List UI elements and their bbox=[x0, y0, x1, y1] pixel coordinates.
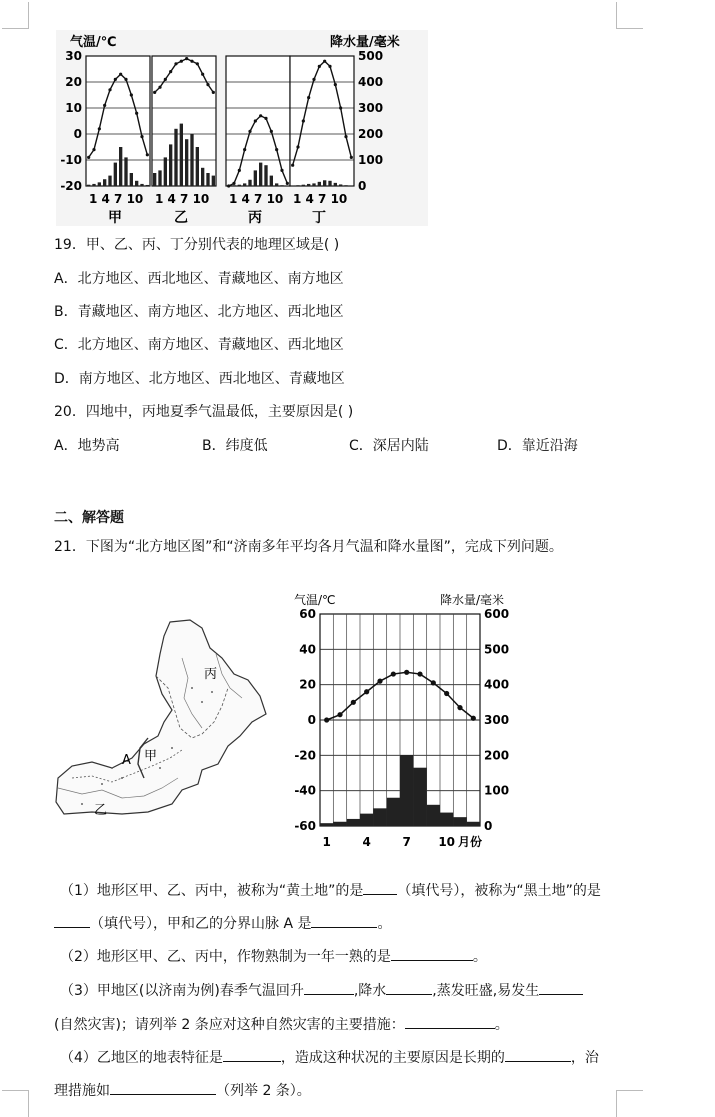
fig1-precip-tick: 300 bbox=[358, 101, 384, 115]
fig1-precip-bar bbox=[307, 184, 310, 186]
fig1-precip-bar bbox=[270, 176, 273, 186]
precipitation-bar bbox=[467, 822, 480, 826]
climate-charts-svg bbox=[56, 30, 428, 226]
q20-option-c[interactable]: C．深居内陆 bbox=[349, 438, 429, 454]
fig1-panel bbox=[290, 56, 354, 226]
fig1-temp-tick: 0 bbox=[73, 127, 82, 141]
fig1-temp-point bbox=[103, 104, 106, 107]
q20-option-b[interactable]: B．纬度低 bbox=[202, 438, 268, 454]
answer-blank[interactable] bbox=[311, 915, 377, 928]
map-label-jia: 甲 bbox=[144, 749, 158, 764]
precipitation-bar bbox=[400, 755, 413, 826]
fig1-temp-tick: 10 bbox=[65, 101, 82, 115]
precipitation-bar bbox=[427, 805, 440, 826]
jinan-precip-tick: 300 bbox=[484, 713, 510, 727]
fig1-precip-bar bbox=[318, 182, 321, 186]
fig1-temp-point bbox=[312, 78, 315, 81]
fig1-temp-point bbox=[334, 83, 337, 86]
fig1-temp-point bbox=[180, 60, 183, 63]
jinan-precip-tick: 0 bbox=[484, 819, 493, 833]
sub-question-2: （2）地形区甲、乙、丙中，作物熟制为一年一熟的是 。 bbox=[60, 949, 487, 965]
temperature-point bbox=[324, 717, 329, 722]
fig1-precip-bar bbox=[158, 170, 161, 186]
fig1-precip-tick: 400 bbox=[358, 75, 384, 89]
fig1-precip-bar bbox=[174, 129, 177, 186]
fig1-precip-bar bbox=[146, 185, 149, 186]
jinan-x-axis-label: 月份 bbox=[458, 835, 483, 849]
fig1-temp-point bbox=[344, 135, 347, 138]
fig1-precip-bar bbox=[302, 185, 305, 186]
fig1-temp-point bbox=[98, 127, 101, 130]
fig1-precip-tick: 200 bbox=[358, 127, 384, 141]
fig1-precip-bar bbox=[103, 179, 106, 186]
precipitation-bar bbox=[333, 822, 346, 826]
jinan-precipitation-axis-label: 降水量/毫米 bbox=[440, 593, 505, 607]
fig1-precip-bar bbox=[286, 185, 289, 186]
fig1-temp-point bbox=[248, 130, 251, 133]
q19-option-c[interactable]: C．北方地区、南方地区、青藏地区、西北地区 bbox=[54, 337, 344, 353]
fig1-temp-point bbox=[206, 83, 209, 86]
temperature-point bbox=[457, 705, 462, 710]
page-corner-mark bbox=[2, 2, 29, 29]
fig1-temp-point bbox=[296, 145, 299, 148]
fig1-temp-point bbox=[286, 182, 289, 185]
fig1-temp-point bbox=[92, 148, 95, 151]
fig1-temp-point bbox=[140, 135, 143, 138]
question-20-stem: 20．四地中，丙地夏季气温最低，主要原因是( ) bbox=[54, 404, 354, 420]
fig1-precip-bar bbox=[259, 163, 262, 186]
fig1-precip-bar bbox=[87, 185, 90, 186]
fig1-temp-point bbox=[318, 65, 321, 68]
precipitation-bar bbox=[440, 813, 453, 826]
fig1-precip-bar bbox=[190, 134, 193, 186]
page-corner-mark bbox=[616, 1090, 643, 1117]
fig1-temp-point bbox=[291, 164, 294, 167]
answer-blank[interactable] bbox=[110, 1082, 216, 1095]
answer-blank[interactable] bbox=[405, 1016, 495, 1029]
jinan-temp-tick: 0 bbox=[307, 713, 316, 727]
fig1-precip-bar bbox=[212, 176, 215, 186]
question-19-stem: 19．甲、乙、丙、丁分别代表的地理区域是( ) bbox=[54, 237, 340, 253]
fig1-precip-bar bbox=[98, 182, 101, 186]
fig1-temp-point bbox=[238, 169, 241, 172]
fig1-temp-point bbox=[212, 91, 215, 94]
temperature-point bbox=[351, 700, 356, 705]
fig1-month-labels: 1 4 7 10 bbox=[89, 192, 144, 206]
fig1-precip-bar bbox=[135, 181, 138, 186]
jinan-temp-tick: -20 bbox=[294, 748, 316, 763]
jinan-chart-svg bbox=[288, 590, 528, 854]
jinan-month-tick: 4 bbox=[362, 835, 371, 849]
fig1-precip-bar bbox=[92, 184, 95, 186]
fig1-temp-point bbox=[254, 119, 257, 122]
fig1-temp-point bbox=[328, 65, 331, 68]
q19-option-a[interactable]: A．北方地区、西北地区、青藏地区、南方地区 bbox=[54, 271, 344, 287]
fig1-precip-bar bbox=[350, 185, 353, 186]
fig1-precip-tick: 500 bbox=[358, 49, 384, 63]
fig1-temp-point bbox=[114, 78, 117, 81]
answer-blank[interactable] bbox=[386, 982, 432, 995]
fig1-precip-bar bbox=[291, 185, 294, 186]
temperature-point bbox=[444, 691, 449, 696]
answer-blank[interactable] bbox=[505, 1049, 571, 1062]
fig1-precip-bar bbox=[130, 173, 133, 186]
fig1-precip-bar bbox=[243, 183, 246, 186]
fig1-temp-point bbox=[169, 70, 172, 73]
map-label-bing: 丙 bbox=[204, 667, 218, 682]
fig1-month-labels: 1 4 7 10 bbox=[229, 192, 284, 206]
fig1-precip-bar bbox=[238, 185, 241, 186]
answer-blank[interactable] bbox=[304, 982, 354, 995]
temperature-point bbox=[391, 671, 396, 676]
fig1-precip-bar bbox=[254, 170, 257, 186]
fig1-temp-point bbox=[350, 156, 353, 159]
climate-charts-figure bbox=[56, 30, 428, 226]
fig1-temp-point bbox=[135, 112, 138, 115]
temperature-axis-label: 气温/℃ bbox=[70, 35, 117, 50]
sub-question-3-line-1: （3）甲地区(以济南为例)春季气温回升 ,降水 ,蒸发旺盛,易发生 bbox=[60, 980, 583, 1000]
section-title: 二、解答题 bbox=[54, 510, 124, 526]
fig1-precip-tick: 0 bbox=[358, 179, 367, 193]
fig1-precip-bar bbox=[280, 185, 283, 186]
fig1-temp-point bbox=[185, 57, 188, 60]
answer-blank[interactable] bbox=[391, 948, 473, 961]
q19-option-d[interactable]: D．南方地区、北方地区、西北地区、青藏地区 bbox=[54, 371, 345, 387]
fig1-panel-name: 乙 bbox=[174, 210, 188, 226]
fig1-precip-bar bbox=[169, 144, 172, 186]
fig1-temp-point bbox=[264, 117, 267, 120]
fig1-temp-tick: 30 bbox=[65, 49, 82, 63]
answer-blank[interactable] bbox=[363, 882, 397, 895]
sub-question-3-line-2: (自然灾害)；请列举 2 条应对这种自然灾害的主要措施： 。 bbox=[54, 1017, 509, 1033]
fig1-temp-point bbox=[146, 153, 149, 156]
fig1-temp-point bbox=[270, 130, 273, 133]
fig1-panel-name: 丁 bbox=[312, 210, 326, 226]
fig1-panel-name: 甲 bbox=[108, 210, 122, 226]
temperature-point bbox=[337, 712, 342, 717]
fig1-temp-point bbox=[153, 91, 156, 94]
temperature-point bbox=[417, 671, 422, 676]
jinan-precip-tick: 200 bbox=[484, 748, 510, 763]
precipitation-bar bbox=[387, 798, 400, 826]
temperature-point bbox=[431, 680, 436, 685]
sub-question-1-line-1: （1）地形区甲、乙、丙中，被称为“黄土地”的是 （填代号），被称为“黑土地”的是 bbox=[60, 883, 601, 899]
jinan-month-tick: 7 bbox=[402, 835, 411, 849]
fig1-precip-bar bbox=[153, 173, 156, 186]
jinan-precip-tick: 400 bbox=[484, 677, 510, 692]
fig1-temp-point bbox=[158, 86, 161, 89]
jinan-precip-tick: 500 bbox=[484, 642, 510, 657]
fig1-temp-point bbox=[227, 184, 230, 187]
fig1-temp-point bbox=[280, 169, 283, 172]
fig1-temp-point bbox=[302, 119, 305, 122]
fig1-precip-bar bbox=[119, 147, 122, 186]
temperature-point bbox=[404, 670, 409, 675]
fig1-precip-bar bbox=[108, 176, 111, 186]
fig1-temp-point bbox=[201, 73, 204, 76]
fig1-temp-point bbox=[164, 78, 167, 81]
sub-question-4-line-1: （4）乙地区的地表特征是 ，造成这种状况的主要原因是长期的 ，治 bbox=[60, 1050, 599, 1066]
temperature-point bbox=[364, 689, 369, 694]
fig1-temp-tick: -20 bbox=[60, 179, 82, 193]
page-corner-mark bbox=[2, 1090, 29, 1117]
jinan-temp-tick: -40 bbox=[294, 783, 316, 798]
precipitation-axis-label: 降水量/毫米 bbox=[330, 35, 400, 50]
fig1-precip-bar bbox=[196, 147, 199, 186]
jinan-temp-tick: 20 bbox=[299, 677, 316, 692]
answer-blank[interactable] bbox=[539, 982, 583, 995]
fig1-temp-point bbox=[196, 62, 199, 65]
fig1-month-labels: 1 4 7 10 bbox=[155, 192, 210, 206]
q20-option-d[interactable]: D．靠近沿海 bbox=[497, 438, 578, 454]
precipitation-bar bbox=[453, 817, 466, 826]
jinan-precip-tick: 100 bbox=[484, 783, 510, 798]
fig1-precip-bar bbox=[323, 180, 326, 186]
sub-question-1-line-2: （填代号），甲和乙的分界山脉 A 是 。 bbox=[54, 913, 391, 933]
fig1-precip-tick: 100 bbox=[358, 153, 384, 167]
fig1-precip-bar bbox=[164, 157, 167, 186]
fig1-precip-bar bbox=[232, 185, 235, 186]
fig1-temp-point bbox=[307, 96, 310, 99]
fig1-precip-bar bbox=[296, 185, 299, 186]
jinan-month-tick: 1 bbox=[322, 835, 331, 849]
fig1-temp-point bbox=[323, 60, 326, 63]
fig1-precip-bar bbox=[275, 183, 278, 186]
precipitation-bar bbox=[373, 808, 386, 826]
jinan-precip-tick: 600 bbox=[484, 607, 510, 621]
fig1-temp-point bbox=[130, 93, 133, 96]
north-region-map bbox=[52, 618, 284, 818]
fig1-temp-point bbox=[275, 148, 278, 151]
fig1-precip-bar bbox=[312, 183, 315, 186]
fig1-panel-name: 丙 bbox=[248, 210, 262, 226]
q20-option-a[interactable]: A．地势高 bbox=[54, 438, 120, 454]
precipitation-bar bbox=[360, 814, 373, 826]
answer-blank[interactable] bbox=[223, 1049, 281, 1062]
fig1-temp-point bbox=[108, 88, 111, 91]
fig1-temp-point bbox=[119, 73, 122, 76]
map-label-yi: 乙 bbox=[94, 803, 108, 818]
fig1-precip-bar bbox=[334, 183, 337, 186]
precipitation-bar bbox=[413, 768, 426, 826]
fig1-precip-bar bbox=[328, 181, 331, 186]
fig1-temp-tick: 20 bbox=[65, 75, 82, 89]
fig1-precip-bar bbox=[180, 124, 183, 186]
fig1-temp-point bbox=[232, 182, 235, 185]
temperature-point bbox=[377, 679, 382, 684]
fig1-temp-point bbox=[124, 78, 127, 81]
fig1-precip-bar bbox=[201, 168, 204, 186]
fig1-panel bbox=[86, 56, 150, 226]
fig1-temp-point bbox=[190, 60, 193, 63]
q19-option-b[interactable]: B．青藏地区、南方地区、北方地区、西北地区 bbox=[54, 304, 344, 320]
precipitation-bar bbox=[347, 819, 360, 826]
fig1-temp-point bbox=[243, 148, 246, 151]
fig1-panel bbox=[226, 56, 290, 226]
fig1-precip-bar bbox=[264, 165, 267, 186]
jinan-climate-chart bbox=[288, 590, 528, 854]
jinan-temp-tick: -60 bbox=[294, 819, 316, 833]
jinan-temp-tick: 60 bbox=[299, 607, 316, 621]
fig1-temp-point bbox=[259, 114, 262, 117]
fig1-temp-tick: -10 bbox=[60, 153, 82, 167]
fig1-temp-point bbox=[87, 156, 90, 159]
temperature-point bbox=[471, 716, 476, 721]
map-label-mountain-a: A bbox=[122, 753, 131, 768]
fig1-precip-bar bbox=[248, 180, 251, 186]
fig1-precip-bar bbox=[124, 157, 127, 186]
fig1-precip-bar bbox=[140, 184, 143, 186]
answer-blank[interactable] bbox=[54, 915, 90, 928]
fig1-temp-point bbox=[339, 106, 342, 109]
jinan-month-tick: 10 bbox=[438, 835, 456, 849]
fig1-precip-bar bbox=[206, 173, 209, 186]
fig1-precip-bar bbox=[344, 185, 347, 186]
fig1-precip-bar bbox=[185, 139, 188, 186]
fig1-precip-bar bbox=[339, 184, 342, 186]
fig1-panel bbox=[152, 56, 216, 226]
jinan-temp-tick: 40 bbox=[299, 642, 316, 657]
jinan-temperature-axis-label: 气温/℃ bbox=[294, 593, 336, 607]
sub-question-4-line-2: 理措施如 （列举 2 条）。 bbox=[54, 1083, 311, 1099]
question-21-stem: 21．下图为“北方地区图”和“济南多年平均各月气温和降水量图”，完成下列问题。 bbox=[54, 539, 563, 555]
fig1-precip-bar bbox=[114, 163, 117, 186]
fig1-temp-point bbox=[174, 62, 177, 65]
fig1-month-labels: 1 4 7 10 bbox=[293, 192, 348, 206]
precipitation-bar bbox=[320, 823, 333, 826]
page-corner-mark bbox=[616, 2, 643, 29]
